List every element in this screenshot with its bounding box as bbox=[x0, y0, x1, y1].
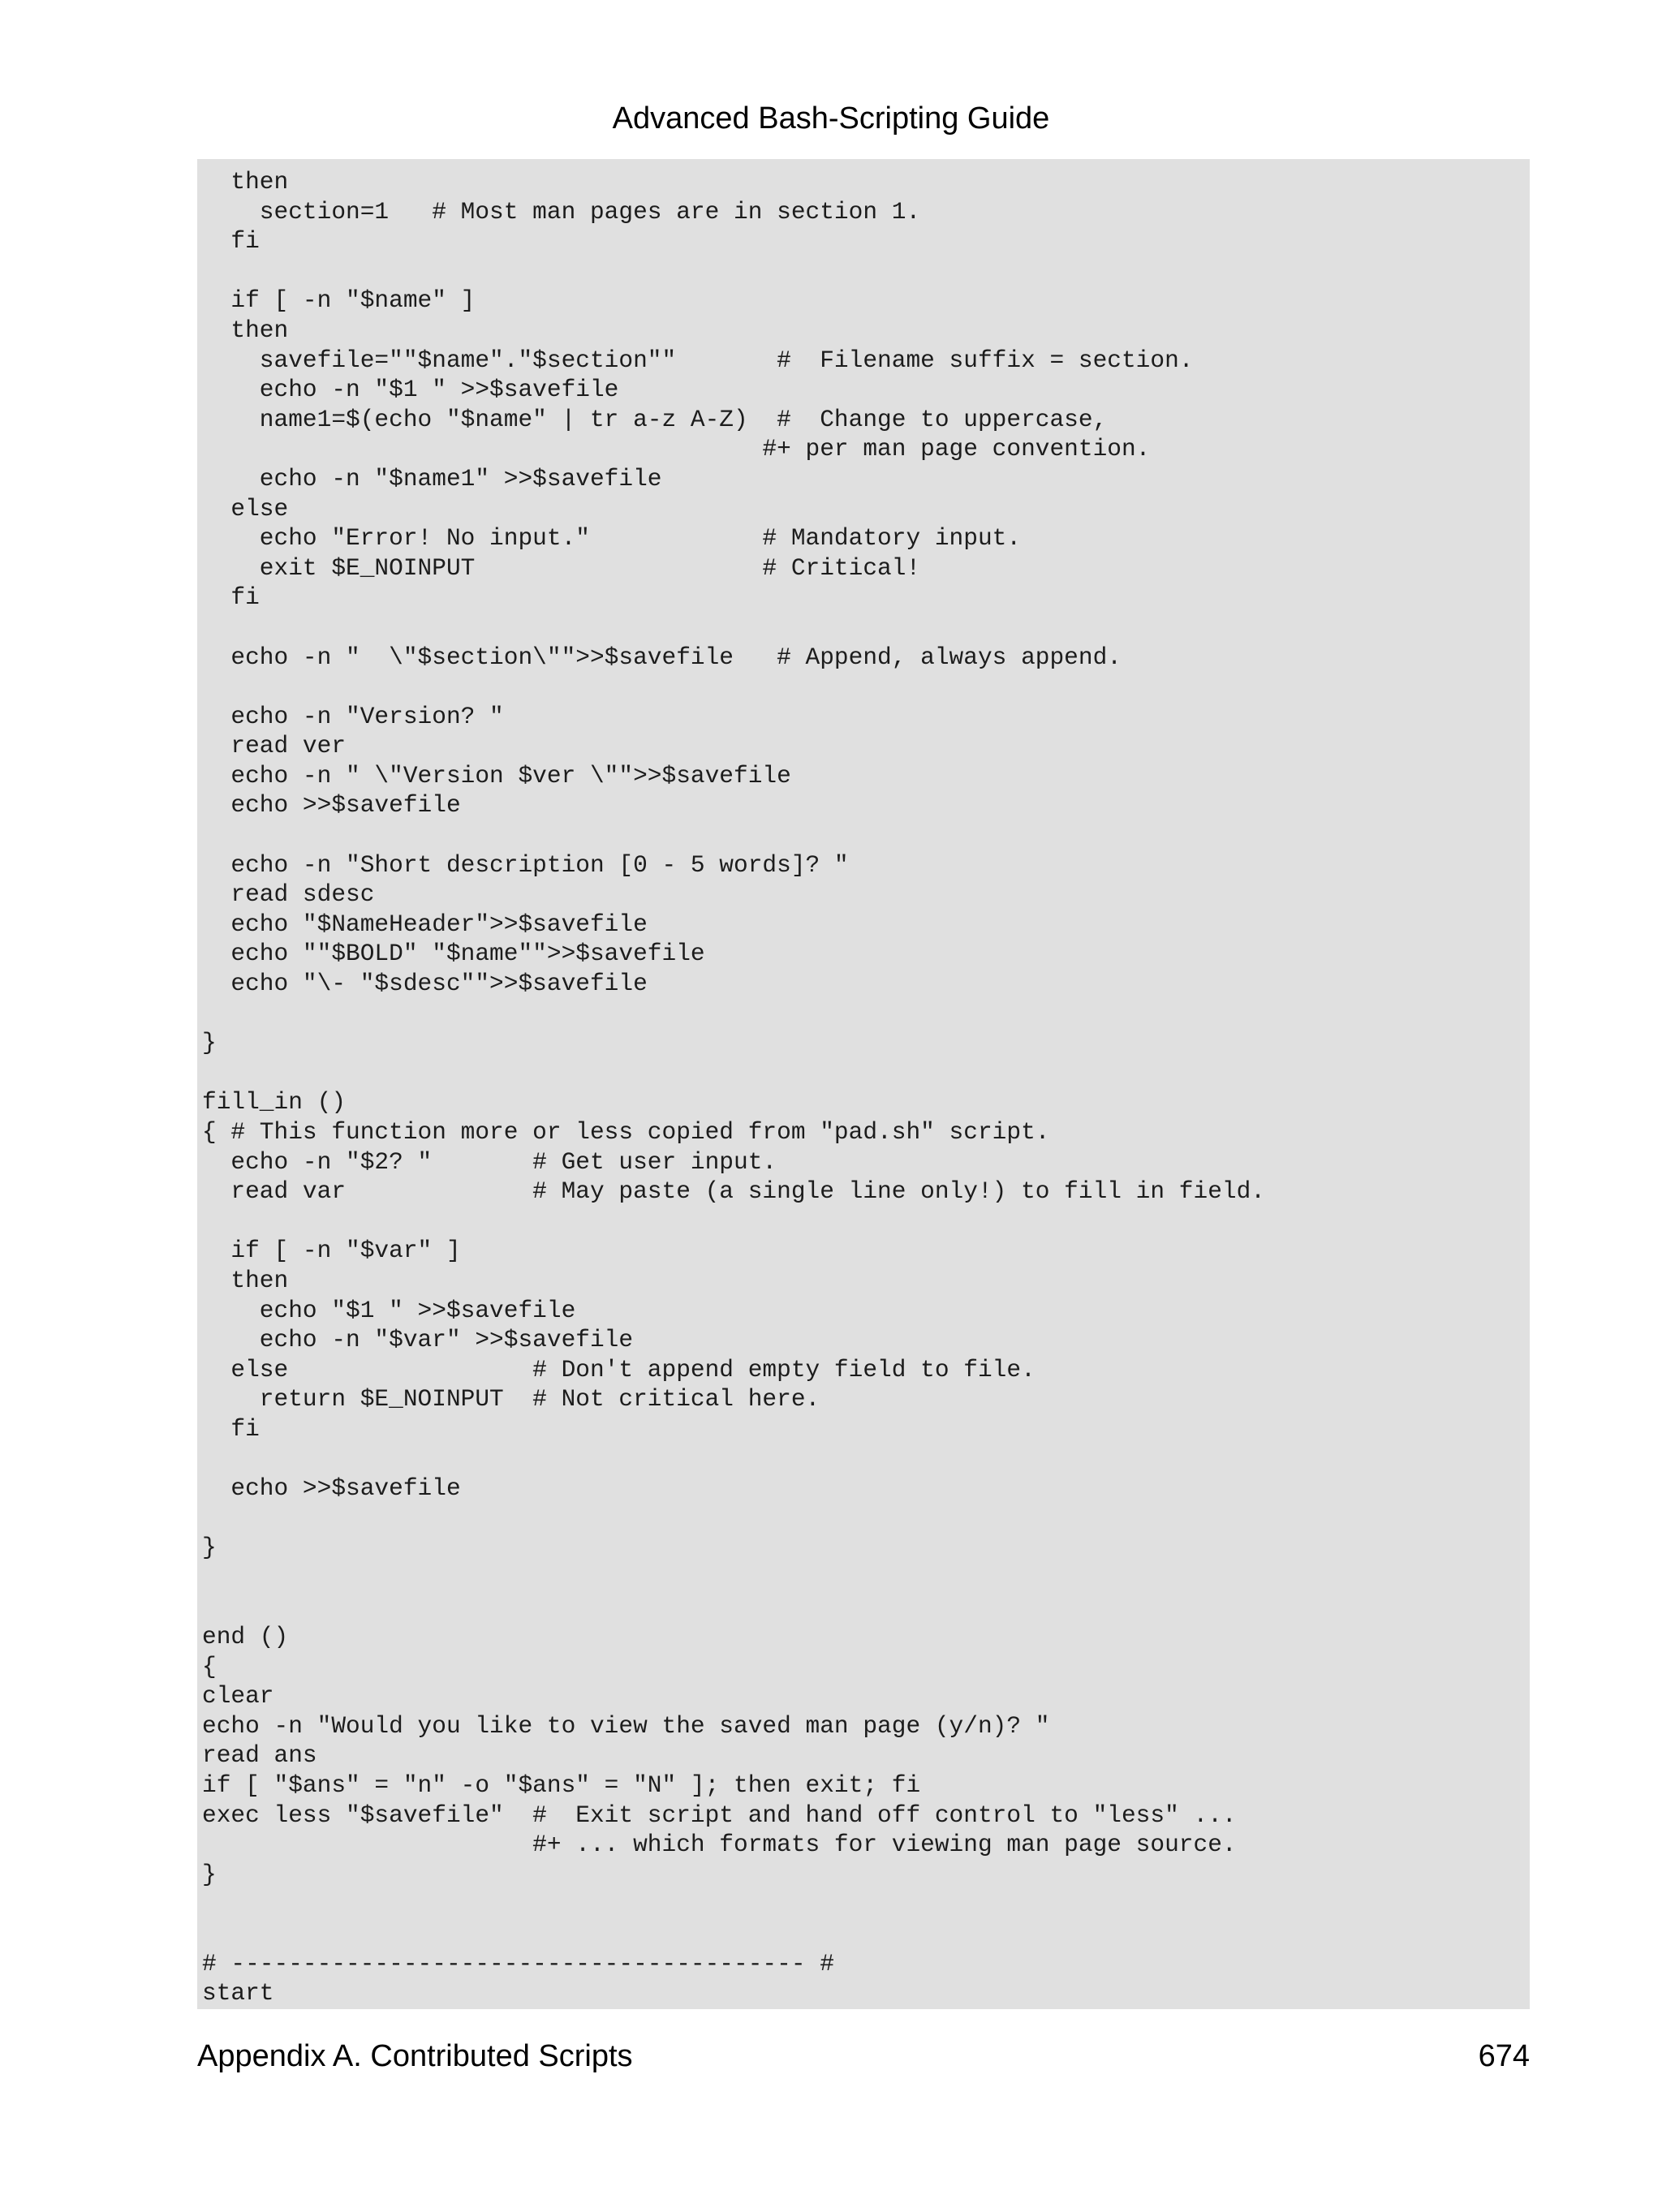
code-line bbox=[202, 1444, 1530, 1474]
code-line: start bbox=[202, 1979, 274, 2008]
code-line: if [ "$ans" = "n" -o "$ans" = "N" ]; then exit; fi bbox=[202, 1771, 921, 1800]
code-line: echo >>$savefile bbox=[202, 1474, 461, 1503]
footer-page-number: 674 bbox=[1478, 2039, 1530, 2073]
code-line: clear bbox=[202, 1682, 274, 1711]
code-line: echo -n "$1 " >>$savefile bbox=[202, 376, 619, 404]
code-line bbox=[202, 672, 1530, 702]
code-line: { # This function more or less copied from "pad.sh" script. bbox=[202, 1118, 1050, 1146]
code-line: echo -n "Short description [0 - 5 words]? " bbox=[202, 850, 849, 879]
code-line: fi bbox=[202, 583, 260, 612]
code-listing bbox=[197, 159, 1530, 2009]
code-line bbox=[202, 1889, 1530, 1919]
code-line: echo "Error! No input." # Mandatory input. bbox=[202, 524, 1022, 553]
code-line: then bbox=[202, 316, 289, 344]
code-line: read sdesc bbox=[202, 880, 375, 909]
footer-section-title: Appendix A. Contributed Scripts bbox=[197, 2039, 633, 2073]
code-line bbox=[202, 1593, 1530, 1623]
code-line: end () bbox=[202, 1623, 289, 1651]
code-line: else # Don't append empty field to file. bbox=[202, 1355, 1036, 1384]
code-line bbox=[202, 820, 1530, 850]
page-header bbox=[0, 99, 1662, 138]
code-line: read var # May paste (a single line only!) to fill in field. bbox=[202, 1177, 1266, 1206]
code-line: #+ ... which formats for viewing man page source. bbox=[202, 1831, 1237, 1859]
code-line bbox=[202, 1207, 1530, 1237]
code-line bbox=[202, 1504, 1530, 1534]
code-line: echo ""$BOLD" "$name"">>$savefile bbox=[202, 940, 705, 968]
code-line: fill_in () bbox=[202, 1088, 347, 1117]
code-line: } bbox=[202, 1029, 217, 1057]
code-line: name1=$(echo "$name" | tr a-z A-Z) # Change to uppercase, bbox=[202, 405, 1108, 433]
code-line: } bbox=[202, 1534, 217, 1562]
code-line: echo -n " \"Version $ver \"">>$savefile bbox=[202, 761, 791, 790]
code-line: exit $E_NOINPUT # Critical! bbox=[202, 553, 921, 582]
code-line bbox=[202, 1058, 1530, 1088]
code-line: section=1 # Most man pages are in section 1. bbox=[202, 197, 921, 226]
code-line: echo "\- "$sdesc"">>$savefile bbox=[202, 970, 648, 998]
code-line: then bbox=[202, 168, 289, 196]
code-line: echo "$NameHeader">>$savefile bbox=[202, 910, 648, 938]
code-line: read ans bbox=[202, 1741, 317, 1770]
code-line: { bbox=[202, 1652, 217, 1681]
code-line: echo -n "$var" >>$savefile bbox=[202, 1326, 634, 1354]
code-line: fi bbox=[202, 227, 260, 256]
code-line bbox=[202, 613, 1530, 643]
page-footer bbox=[197, 2037, 1530, 2076]
code-line: read ver bbox=[202, 732, 347, 760]
code-line: savefile=""$name"."$section"" # Filename suffix = section. bbox=[202, 346, 1194, 374]
code-line: echo -n "$name1" >>$savefile bbox=[202, 464, 662, 493]
code-line: } bbox=[202, 1860, 217, 1888]
page-header-title: Advanced Bash-Scripting Guide bbox=[612, 101, 1050, 136]
code-line bbox=[202, 256, 1530, 286]
code-line: echo -n "$2? " # Get user input. bbox=[202, 1147, 777, 1176]
code-line: else bbox=[202, 494, 289, 523]
code-line bbox=[202, 999, 1530, 1029]
code-line: fi bbox=[202, 1414, 260, 1443]
code-line bbox=[202, 1563, 1530, 1593]
code-line: # ---------------------------------------- # bbox=[202, 1949, 834, 1977]
code-line bbox=[202, 1919, 1530, 1949]
code-line: echo "$1 " >>$savefile bbox=[202, 1296, 576, 1324]
code-line: echo -n " \"$section\"">>$savefile # Append, always append. bbox=[202, 643, 1122, 671]
code-line: echo -n "Would you like to view the saved man page (y/n)? " bbox=[202, 1711, 1050, 1740]
code-line: echo >>$savefile bbox=[202, 791, 461, 820]
code-line: if [ -n "$name" ] bbox=[202, 286, 476, 315]
code-line: if [ -n "$var" ] bbox=[202, 1237, 461, 1265]
code-line: #+ per man page convention. bbox=[202, 435, 1151, 463]
code-line: then bbox=[202, 1266, 289, 1294]
code-line: echo -n "Version? " bbox=[202, 702, 504, 730]
code-line: exec less "$savefile" # Exit script and hand off control to "less" ... bbox=[202, 1801, 1237, 1829]
code-line: return $E_NOINPUT # Not critical here. bbox=[202, 1385, 820, 1414]
